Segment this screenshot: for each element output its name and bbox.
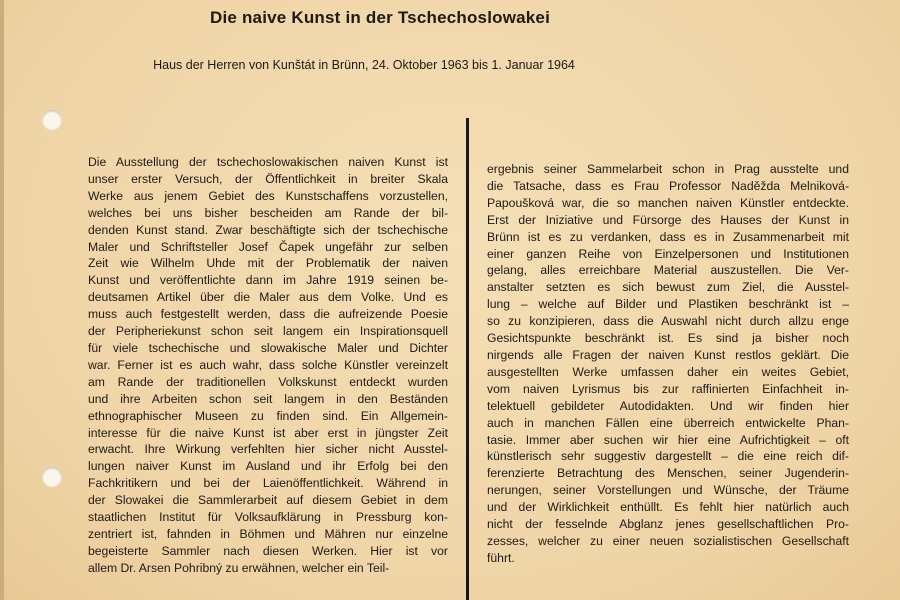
text-line: vom naiven Lyrismus bis zur raffinierten Einfachheit in- — [487, 381, 849, 396]
text-line: zesses, welcher zu einer neuen sozialistischen Gesellschaft — [487, 533, 849, 548]
text-line: nirgends alle Fragen der naiven Kunst restlos geklärt. Die — [487, 347, 849, 362]
document-subtitle: Haus der Herren von Kunštát in Brünn, 24. Oktober 1963 bis 1. Januar 1964 — [153, 58, 575, 72]
text-line: tasie. Immer aber suchen wir hier eine Aufrichtigkeit – oft — [487, 432, 849, 447]
text-line: Gesichtspunkte beschränkt ist. Es sind ja bisher noch — [487, 331, 849, 346]
text-line: so zu konzipieren, dass die Auswahl nicht durch allzu enge — [487, 314, 849, 329]
text-line: welches bei uns bisher bescheiden am Rande der bil- — [88, 205, 448, 220]
text-line: staatlichen Institut für Volksaufklärung in Pressburg kon- — [88, 510, 448, 525]
text-line: auch in manchen Fällen eine überreich entwickelte Phan- — [487, 415, 849, 430]
text-line: Zeit wie Wilhelm Uhde mit der Problematik der naiven — [88, 256, 448, 271]
text-line: nicht der fesselnde Abglanz jenes gesellschaftlichen Pro- — [487, 517, 849, 532]
text-line: anstalter setzten es sich bewust zum Ziel, die Ausstel- — [487, 280, 849, 295]
text-line: lungen naiver Kunst im Ausland und ihr Erfolg bei den — [88, 459, 448, 474]
text-line: ferenzierte Betrachtung des Menschen, seiner Jugenderin- — [487, 466, 849, 481]
text-line: und der Wirklichkeit enthüllt. Es fehlt hier natürlich auch — [487, 500, 849, 515]
text-line: Werke aus jenem Gebiet des Kunstschaffens vorzustellen, — [88, 188, 448, 203]
text-line: denden Kunst stand. Zwar beschäftigte sich der tschechische — [88, 222, 448, 237]
text-line: interesse für die naive Kunst ist aber erst in jüngster Zeit — [88, 425, 448, 440]
text-line: begeisterte Sammler nach diesen Werken. Hier ist vor — [88, 543, 448, 558]
text-line: Fachkritikern und bei der Laienöffentlichkeit. Während in — [88, 476, 448, 491]
text-line: war. Ferner ist es auch wahr, dass solche Künstler vereinzelt — [88, 357, 448, 372]
punch-hole — [42, 110, 62, 130]
text-line: muss auch festgestellt werden, dass die aufreizende Poesie — [88, 307, 448, 322]
text-line: telektuell gebildeter Autodidakten. Und wir finden hier — [487, 398, 849, 413]
text-line: Erst der Iniziative und Fürsorge des Hauses der Kunst in — [487, 212, 849, 227]
text-line: allem Dr. Arsen Pohribný zu erwähnen, welcher ein Teil- — [88, 560, 390, 575]
text-line: deutsamen Artikel über die Maler aus dem Volke. Und es — [88, 290, 448, 305]
text-line: und ihre Arbeiten schon seit langem in den Beständen — [88, 391, 448, 406]
text-line: für viele tschechische und slowakische Maler und Dichter — [88, 340, 448, 355]
page-edge — [0, 0, 4, 600]
text-line: künstlerisch sehr suggestiv dargestellt – die eine reich dif- — [487, 449, 849, 464]
text-line: Papoušková war, die so manchen naiven Künstler entdeckte. — [487, 195, 849, 210]
text-line: Kunst und veröffentlichte dann im Jahre 1919 seinen be- — [88, 273, 448, 288]
text-line: einer ganzen Reihe von Einzelpersonen und Institutionen — [487, 246, 849, 261]
text-line: unser erster Versuch, der Öffentlichkeit in breiter Skala — [88, 171, 448, 186]
text-line: die Tatsache, dass es Frau Professor Naděžda Melniková- — [487, 178, 849, 193]
column-divider — [466, 118, 469, 600]
right-text-column — [487, 161, 849, 567]
punch-hole — [42, 467, 62, 487]
text-line: der Peripheriekunst schon seit langem ein Inspirationsquell — [88, 324, 448, 339]
text-line: Maler und Schriftsteller Josef Čapek ungefähr zur selben — [88, 239, 448, 254]
text-line: Die Ausstellung der tschechoslowakischen naiven Kunst ist — [88, 155, 448, 169]
text-line: ausgestellten Werke umfassen daher ein weites Gebiet, — [487, 364, 849, 379]
text-line: nerungen, seiner Vorstellungen und Wünsche, der Träume — [487, 483, 849, 498]
text-line: gelang, alles erreichbare Material auszustellen. Die Ver- — [487, 263, 849, 278]
left-text-column — [88, 154, 448, 577]
text-line: am Rande der traditionellen Volkskunst entdeckt wurden — [88, 374, 448, 389]
document-title: Die naive Kunst in der Tschechoslowakei — [209, 8, 551, 27]
text-line: lung – welche auf Bilder und Plastiken beschränkt ist – — [487, 297, 849, 312]
text-line: der Slowakei die Sammlerarbeit auf diesem Gebiet in dem — [88, 493, 448, 508]
text-line: führt. — [487, 550, 515, 565]
text-line: erwacht. Ihre Wirkung verfehlten hier sicher nicht Ausstel- — [88, 442, 448, 457]
text-line: ergebnis seiner Sammelarbeit schon in Prag ausstelte und — [487, 162, 849, 176]
text-line: ethnographischer Museen zu finden sind. Ein Allgemein- — [88, 408, 448, 423]
text-line: zentriert ist, fahnden in Böhmen und Mähren nur einzelne — [88, 526, 448, 541]
text-line: Brünn ist es zu verdanken, dass es in Zusammenarbeit mit — [487, 229, 849, 244]
